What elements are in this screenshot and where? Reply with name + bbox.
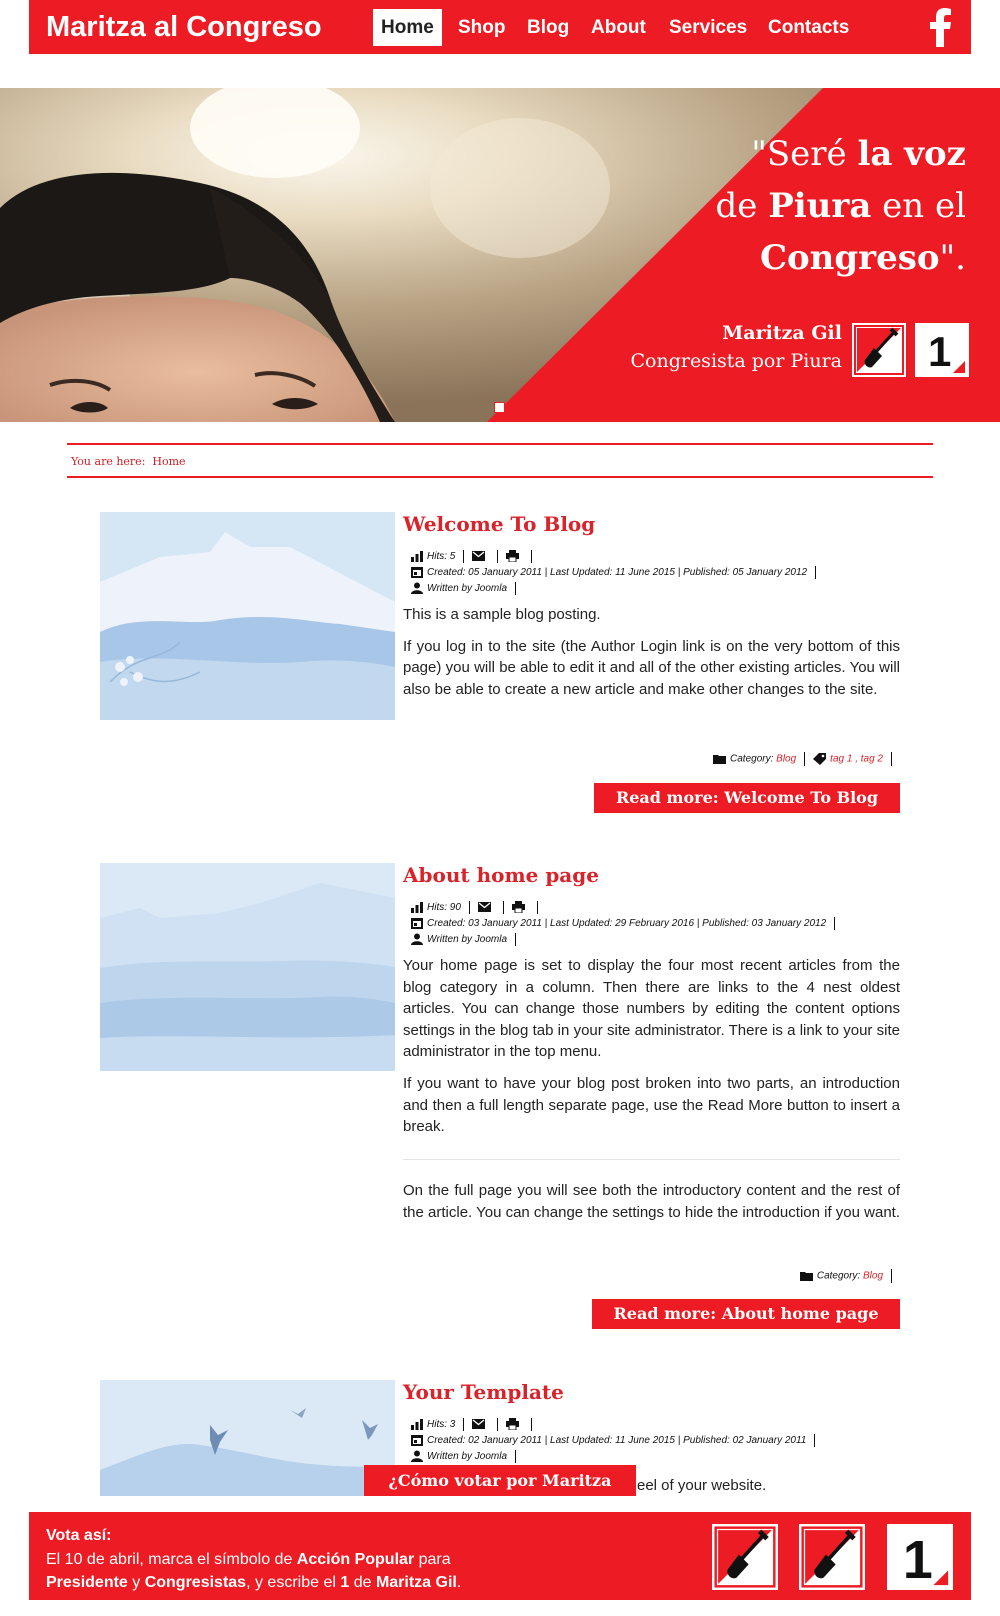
read-more-button[interactable]: Read more: Welcome To Blog xyxy=(594,783,900,813)
footer-vote-banner xyxy=(29,1512,971,1600)
article-title[interactable]: About home page xyxy=(403,863,599,887)
tags-link[interactable]: tag 1 , tag 2 xyxy=(830,753,883,765)
category-link[interactable]: Blog xyxy=(862,1270,883,1282)
article-meta: Hits: 3 Created: 02 January 2011 | Last Updated: 11 June 2015 | Published: 02 January 2011 Written by Joomla xyxy=(411,1417,823,1465)
folder-icon xyxy=(800,1271,813,1281)
category-link[interactable]: Blog xyxy=(776,753,797,765)
email-icon[interactable] xyxy=(472,1419,485,1429)
email-icon[interactable] xyxy=(478,902,491,912)
how-to-vote-button[interactable]: ¿Cómo votar por Maritza xyxy=(364,1465,636,1496)
user-icon xyxy=(411,933,423,945)
nav-contacts[interactable]: Contacts xyxy=(768,17,850,38)
user-icon xyxy=(411,582,423,594)
article-thumbnail[interactable] xyxy=(100,863,395,1071)
article-divider xyxy=(403,1159,900,1160)
nav-blog[interactable]: Blog xyxy=(527,17,570,38)
article-body: This is a sample blog posting. If you log in to the site (the Author Login link is on the very bottom of this page) you will be able to edit it and all of the other existing articles. You will also be able to create a new article and make other changes to the site. xyxy=(403,606,900,698)
article-thumbnail[interactable] xyxy=(100,512,395,720)
hero-banner xyxy=(0,88,1000,422)
calendar-icon xyxy=(411,566,423,578)
nav-shop[interactable]: Shop xyxy=(458,17,506,38)
footer-line-1: El 10 de abril, marca el símbolo de Acción Popular para xyxy=(46,1551,451,1568)
calendar-icon xyxy=(411,1434,423,1446)
nav-about[interactable]: About xyxy=(591,17,646,38)
article-category: Category: Blog tag 1 , tag 2 xyxy=(713,752,900,766)
slider-dot[interactable] xyxy=(494,402,505,413)
nav-home[interactable]: Home xyxy=(373,9,442,46)
hero-role: Congresista por Piura xyxy=(630,350,842,372)
footer-line-2: Presidente y Congresistas, y escribe el 1 de Maritza Gil. xyxy=(46,1574,462,1591)
footer-title: Vota así: xyxy=(46,1527,112,1544)
print-icon[interactable] xyxy=(506,1418,519,1430)
hits-icon xyxy=(411,902,423,913)
shovel-logo-icon xyxy=(852,323,906,377)
svg-text:1: 1 xyxy=(902,1529,933,1590)
article-body-continued: On the full page you will see both the introductory content and the rest of the article. You can change the settings to hide the introduction if you want. xyxy=(403,1182,900,1221)
user-icon xyxy=(411,1450,423,1462)
article-item xyxy=(100,512,900,812)
tag-icon xyxy=(813,753,826,765)
shovel-logo-icon xyxy=(712,1524,778,1590)
article-meta: Hits: 5 Created: 05 January 2011 | Last Updated: 11 June 2015 | Published: 05 January 2012 Written by Joomla xyxy=(411,549,824,597)
article-thumbnail[interactable] xyxy=(100,1380,395,1496)
article-title[interactable]: Welcome To Blog xyxy=(403,512,596,536)
article-body: Your home page is set to display the four most recent articles from the blog category in a column. Then there are links to the 4 nest oldest articles. You can change those numbers by editing the content options settings in the blog tab in your site administrator. There is a link to your site administrator in the top menu. If you want to have your blog post broken into two parts, an introduction and then a full length separate page, use the Read More button to insert a break. xyxy=(403,957,900,1136)
article-category: Category: Blog xyxy=(800,1269,900,1283)
hits-icon xyxy=(411,1419,423,1430)
calendar-icon xyxy=(411,917,423,929)
hero-quote: "Seré la voz de Piura en el Congreso". xyxy=(715,134,966,278)
hero-name: Maritza Gil xyxy=(722,322,842,344)
site-brand[interactable]: Maritza al Congreso xyxy=(46,11,322,43)
print-icon[interactable] xyxy=(506,550,519,562)
nav-services[interactable]: Services xyxy=(669,17,748,38)
shovel-logo-icon xyxy=(799,1524,865,1590)
article-title[interactable]: Your Template xyxy=(403,1380,564,1404)
article-meta: Hits: 90 Created: 03 January 2011 | Last Updated: 29 February 2016 | Published: 03 January 2012 Written by Joomla xyxy=(411,900,843,948)
article-body: eel of your website. xyxy=(637,1477,767,1494)
facebook-icon[interactable] xyxy=(925,7,955,47)
number-one-logo xyxy=(915,323,969,377)
number-one-logo xyxy=(887,1524,953,1590)
print-icon[interactable] xyxy=(512,901,525,913)
svg-text:1: 1 xyxy=(928,328,952,375)
breadcrumb-home[interactable]: Home xyxy=(152,455,186,468)
email-icon[interactable] xyxy=(472,551,485,561)
article-item xyxy=(100,863,900,1333)
hits-icon xyxy=(411,551,423,562)
breadcrumb xyxy=(67,443,933,478)
top-navbar xyxy=(29,0,971,54)
folder-icon xyxy=(713,754,726,764)
breadcrumb-prefix: You are here: xyxy=(71,455,146,468)
read-more-button[interactable]: Read more: About home page xyxy=(592,1299,900,1329)
